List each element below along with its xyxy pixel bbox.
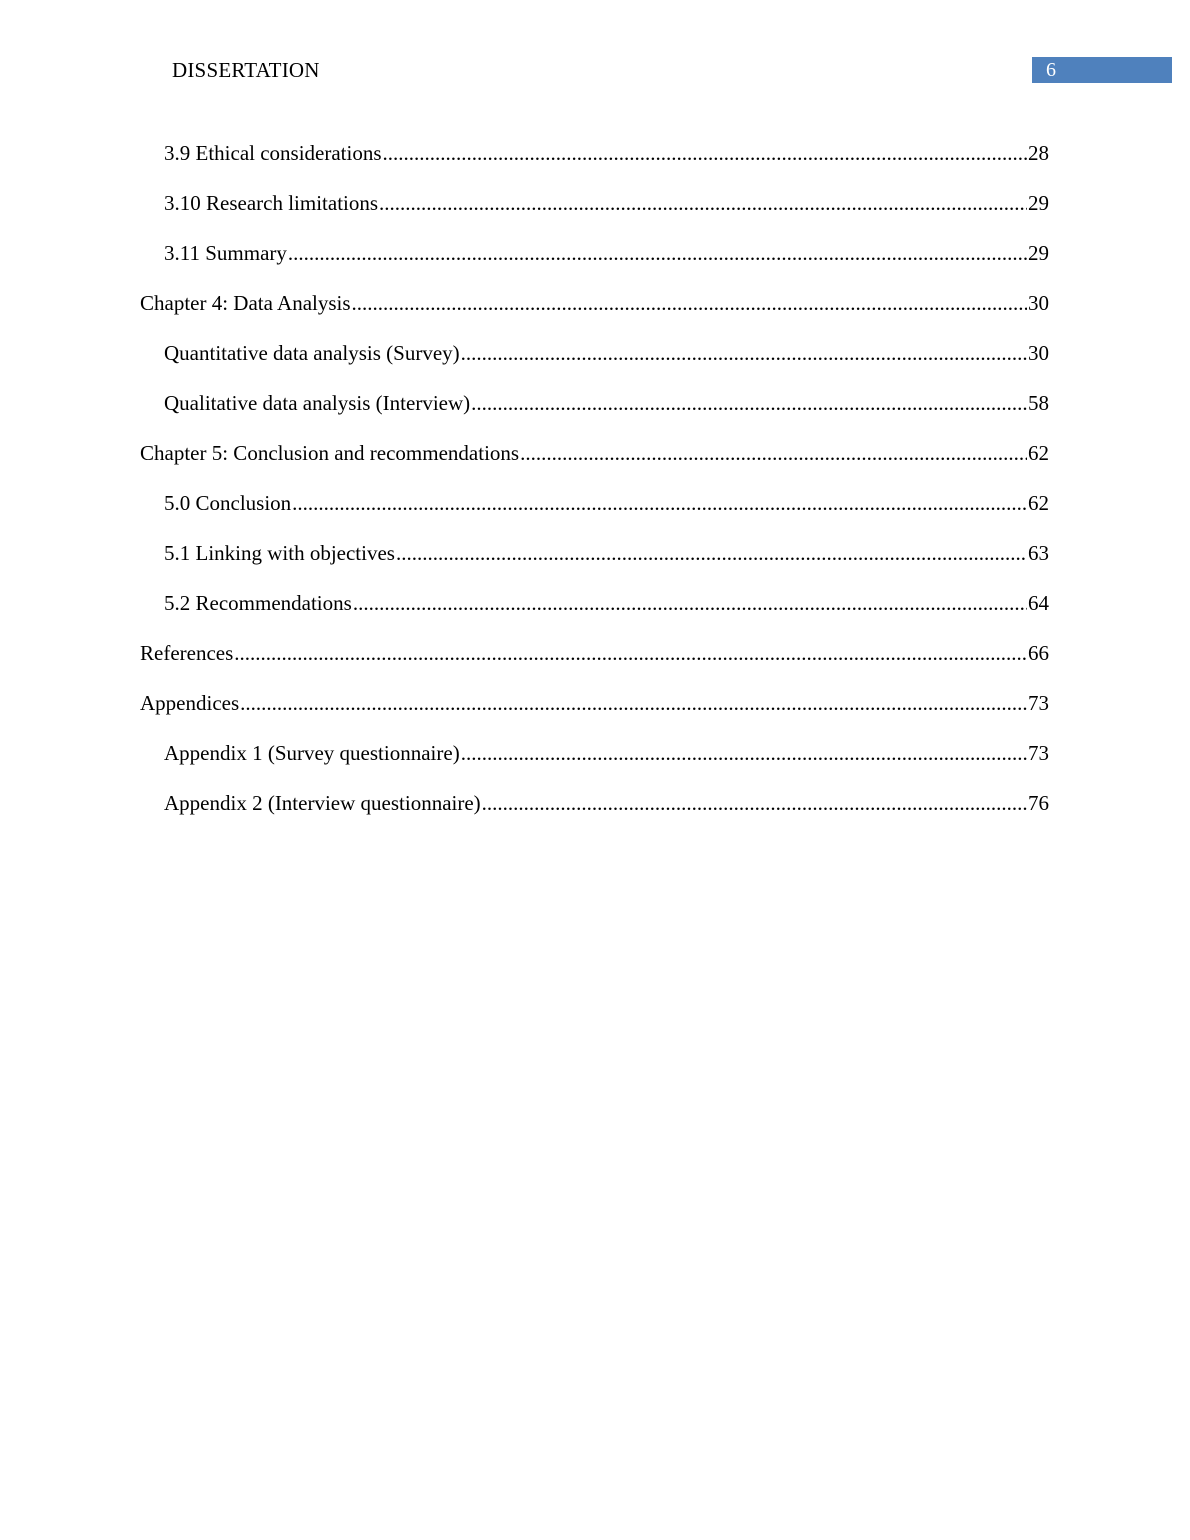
toc-entry[interactable] (164, 236, 1049, 270)
toc-entry-page: 63 (1028, 541, 1049, 565)
page-number-badge (1032, 57, 1172, 83)
toc-entry[interactable] (164, 386, 1049, 420)
toc-entry[interactable] (164, 136, 1049, 170)
toc-entry-page: 76 (1028, 791, 1049, 815)
toc-entry[interactable] (140, 286, 1049, 320)
toc-entry-page: 73 (1028, 741, 1049, 765)
toc-entry[interactable] (164, 486, 1049, 520)
toc-entry-label: Appendices (140, 691, 240, 715)
toc-entry-label: Chapter 4: Data Analysis (140, 291, 351, 315)
toc-entry-page: 28 (1028, 141, 1049, 165)
toc-entry[interactable] (164, 536, 1049, 570)
toc-dot-leader (379, 186, 1027, 220)
toc-dot-leader (352, 286, 1027, 320)
toc-dot-leader (396, 536, 1027, 570)
toc-entry-page: 64 (1028, 591, 1049, 615)
toc-entry-page: 29 (1028, 241, 1049, 265)
toc-dot-leader (471, 386, 1027, 420)
toc-entry-label: 5.1 Linking with objectives (164, 541, 395, 565)
toc-entry-label: Appendix 1 (Survey questionnaire) (164, 741, 460, 765)
toc-entry[interactable] (140, 686, 1049, 720)
toc-entry[interactable] (164, 786, 1049, 820)
toc-dot-leader (461, 736, 1027, 770)
toc-entry-label: Chapter 5: Conclusion and recommendations (140, 441, 520, 465)
toc-entry-label: Quantitative data analysis (Survey) (164, 341, 460, 365)
toc-entry-page: 30 (1028, 341, 1049, 365)
page-number: 6 (1046, 59, 1056, 81)
toc-entry-label: 5.0 Conclusion (164, 491, 292, 515)
toc-entry-page: 62 (1028, 441, 1049, 465)
toc-entry[interactable] (164, 336, 1049, 370)
toc-dot-leader (288, 236, 1027, 270)
toc-dot-leader (383, 136, 1027, 170)
toc-dot-leader (234, 636, 1027, 670)
toc-entry-page: 30 (1028, 291, 1049, 315)
toc-entry[interactable] (164, 586, 1049, 620)
toc-dot-leader (520, 436, 1027, 470)
toc-entry[interactable] (140, 436, 1049, 470)
toc-dot-leader (353, 586, 1027, 620)
toc-entry[interactable] (140, 636, 1049, 670)
toc-entry-page: 62 (1028, 491, 1049, 515)
toc-entry-label: 3.11 Summary (164, 241, 287, 265)
toc-entry-page: 58 (1028, 391, 1049, 415)
toc-entry-label: Appendix 2 (Interview questionnaire) (164, 791, 481, 815)
toc-dot-leader (292, 486, 1027, 520)
toc-entry-page: 73 (1028, 691, 1049, 715)
toc-dot-leader (240, 686, 1027, 720)
toc-entry-label: Qualitative data analysis (Interview) (164, 391, 471, 415)
toc-entry-label: 3.9 Ethical considerations (164, 141, 382, 165)
toc-dot-leader (461, 336, 1027, 370)
toc-entry-page: 66 (1028, 641, 1049, 665)
toc-entry-label: References (140, 641, 234, 665)
toc-entry[interactable] (164, 736, 1049, 770)
toc-entry[interactable] (164, 186, 1049, 220)
toc-entry-page: 29 (1028, 191, 1049, 215)
toc-entry-label: 3.10 Research limitations (164, 191, 379, 215)
toc-entry-label: 5.2 Recommendations (164, 591, 352, 615)
running-header-title: DISSERTATION (172, 58, 320, 82)
toc-dot-leader (482, 786, 1027, 820)
